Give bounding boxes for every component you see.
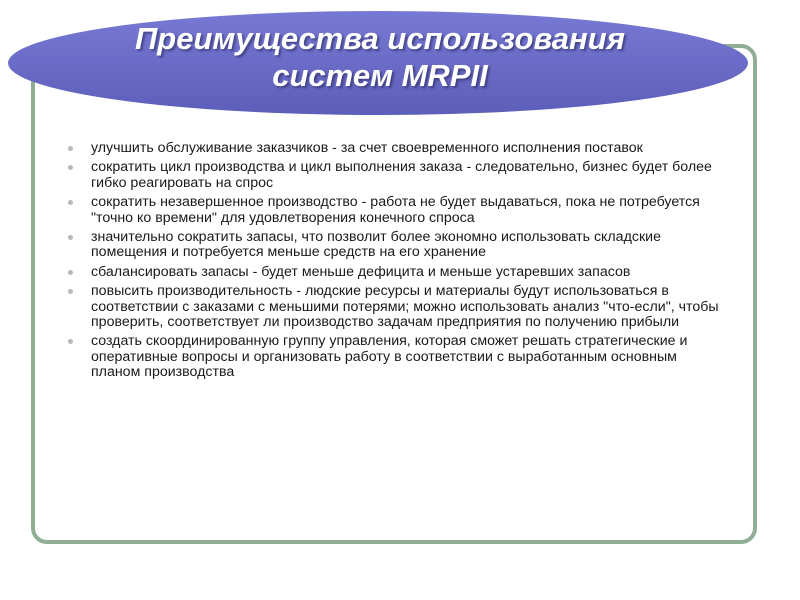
bullet-icon [68,270,73,275]
bullet-icon [68,289,73,294]
list-item-text: сократить незавершенное производство - работа не будет выдаваться, пока не потребуется "точно ко времени" для удовлетворения конечного спроса [91,194,700,226]
bullet-icon [68,235,73,240]
title-line-2: систем MRPII [272,58,488,93]
list-item-text: создать скоординированную группу управления, которая сможет решать стратегические и оперативные вопросы и организовать работу в соответствии с выработанным основным планом производства [91,333,688,381]
list-item-text: улучшить обслуживание заказчиков - за счет своевременного исполнения поставок [91,140,643,156]
title-line-1: Преимущества использования [135,21,625,56]
list-item [66,141,726,156]
list-item [66,265,726,280]
list-item-text: сократить цикл производства и цикл выполнения заказа - следовательно, бизнес будет более гибко реагировать на спрос [91,159,712,191]
bullet-icon [68,200,73,205]
bullet-list [66,141,726,385]
list-item [66,160,726,191]
list-item-text: повысить производительность - людские ресурсы и материалы будут использоваться в соответствии с заказами с меньшими потерями; можно использовать анализ "что-если", чтобы проверить, соответствует ли производство задачам предприятия по получению прибыли [91,283,719,331]
list-item [66,284,726,330]
list-item-text: значительно сократить запасы, что позволит более экономно использовать складские помещения и потребуется меньше средств на его хранение [91,229,661,261]
list-item [66,334,726,380]
bullet-icon [68,339,73,344]
list-item-text: сбалансировать запасы - будет меньше дефицита и меньше устаревших запасов [91,263,631,280]
page-title [60,20,700,94]
bullet-icon [68,146,73,151]
list-item [66,230,726,261]
list-item [66,195,726,226]
bullet-icon [68,165,73,170]
